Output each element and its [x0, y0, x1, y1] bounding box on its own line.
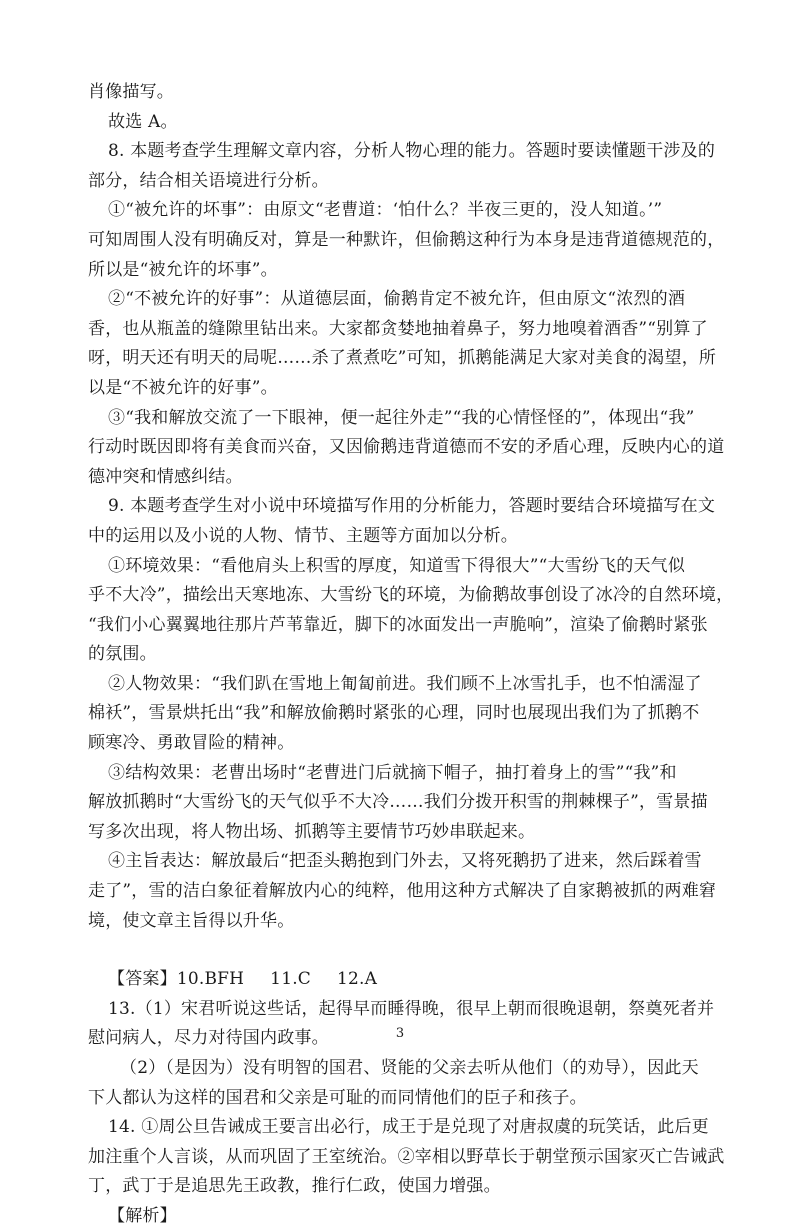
- text-line: 肖像描写。: [88, 82, 174, 102]
- text-line: 部分，结合相关语境进行分析。: [88, 170, 329, 191]
- text-line: 13.（1）宋君听说这些话，起得早而睡得晚，很早上朝而很晚退朝，祭奠死者并: [108, 998, 715, 1019]
- answer-12: 12.A: [337, 969, 378, 990]
- text-line: 9. 本题考查学生对小说中环境描写作用的分析能力，答题时要结合环境描写在文: [108, 496, 716, 517]
- page-content: [88, 78, 734, 1232]
- text-line: 所以是“被允许的坏事”。: [88, 259, 278, 280]
- text-line: ②人物效果：“我们趴在雪地上匍匐前进。我们顾不上冰雪扎手，也不怕濡湿了: [108, 673, 702, 694]
- text-line: 解放抓鹅时“大雪纷飞的天气似乎不大冷……我们分拨开积雪的荆棘棵子”，雪景描: [88, 792, 708, 813]
- answer-line: [88, 965, 718, 995]
- page-number: 3: [395, 1026, 405, 1041]
- text-line: 加注重个人言谈，从而巩固了王室统治。②宰相以野草长于朝堂预示国家灭亡告诫武: [88, 1146, 725, 1167]
- text-line: 以是“不被允许的好事”。: [88, 377, 278, 398]
- text-line: 14. ①周公旦告诫成王要言出必行，成王于是兑现了对唐叔虞的玩笑话，此后更: [108, 1117, 709, 1138]
- text-line: 德冲突和情感纠结。: [88, 466, 243, 487]
- text-line: ①环境效果：“看他肩头上积雪的厚度，知道雪下得很大”“大雪纷飞的天气似: [108, 555, 686, 576]
- paragraph-gap: [88, 936, 718, 965]
- section-heading: 【解析】: [108, 1205, 177, 1226]
- text-line: ④主旨表达：解放最后“把歪头鹅抱到门外去，又将死鹅扔了进来，然后踩着雪: [108, 851, 702, 872]
- text-line: 顾寒冷、勇敢冒险的精神。: [88, 733, 295, 754]
- text-line: ②“不被允许的好事”：从道德层面，偷鹅肯定不被允许，但由原文“浓烈的酒: [108, 289, 686, 310]
- text-line: 乎不大冷”，描绘出天寒地冻、大雪纷飞的环境，为偷鹅故事创设了冰冷的自然环境，: [88, 585, 734, 606]
- text-line: 故选 A。: [108, 111, 178, 132]
- text-line: 行动时既因即将有美食而兴奋，又因偷鹅违背道德而不安的矛盾心理，反映内心的道: [88, 437, 725, 458]
- answer-10: 10.BFH: [176, 969, 245, 990]
- text-line: 慰问病人，尽力对待国内政事。: [88, 1028, 329, 1049]
- text-line: 境，使文章主旨得以升华。: [88, 910, 295, 931]
- text-line: 丁，武丁于是追思先王政教，推行仁政，使国力增强。: [88, 1176, 501, 1197]
- text-line: 的氛围。: [88, 644, 157, 665]
- text-line: 中的运用以及小说的人物、情节、主题等方面加以分析。: [88, 525, 518, 546]
- text-line: （2）（是因为）没有明智的国君、贤能的父亲去听从他们（的劝导），因此天: [120, 1058, 699, 1078]
- text-line: 呀，明天还有明天的局呢……杀了煮煮吃”可知，抓鹅能满足大家对美食的渴望，所: [88, 348, 717, 369]
- text-line: “我们小心翼翼地往那片芦苇靠近，脚下的冰面发出一声脆响”，渲染了偷鹅时紧张: [88, 614, 708, 635]
- text-line: 香，也从瓶盖的缝隙里钻出来。大家都贪婪地抽着鼻子，努力地嗅着酒香”“别算了: [88, 318, 708, 339]
- text-line: 写多次出现，将人物出场、抓鹅等主要情节巧妙串联起来。: [88, 821, 536, 842]
- answer-label: 【答案】: [108, 969, 177, 990]
- text-line: ③结构效果：老曹出场时“老曹进门后就摘下帽子，抽打着身上的雪”“我”和: [108, 762, 677, 783]
- text-line: ①“被允许的坏事”：由原文“老曹道：‘怕什么？半夜三更的，没人知道。’”: [108, 200, 663, 221]
- text-line: 可知周围人没有明确反对，算是一种默许，但偷鹅这种行为本身是违背道德规范的，: [88, 229, 725, 250]
- text-line: 8. 本题考查学生理解文章内容，分析人物心理的能力。答题时要读懂题干涉及的: [108, 141, 716, 162]
- answer-11: 11.C: [270, 969, 312, 990]
- text-line: 走了”，雪的洁白象征着解放内心的纯粹，他用这种方式解决了自家鹅被抓的两难窘: [88, 881, 717, 902]
- text-line: 下人都认为这样的国君和父亲是可耻的而同情他们的臣子和孩子。: [88, 1087, 587, 1108]
- text-line: 棉袄”，雪景烘托出“我”和解放偷鹅时紧张的心理，同时也展现出我们为了抓鹅不: [88, 703, 700, 724]
- text-line: ③“我和解放交流了一下眼神，便一起往外走”“我的心情怪怪的”，体现出“我”: [108, 407, 695, 428]
